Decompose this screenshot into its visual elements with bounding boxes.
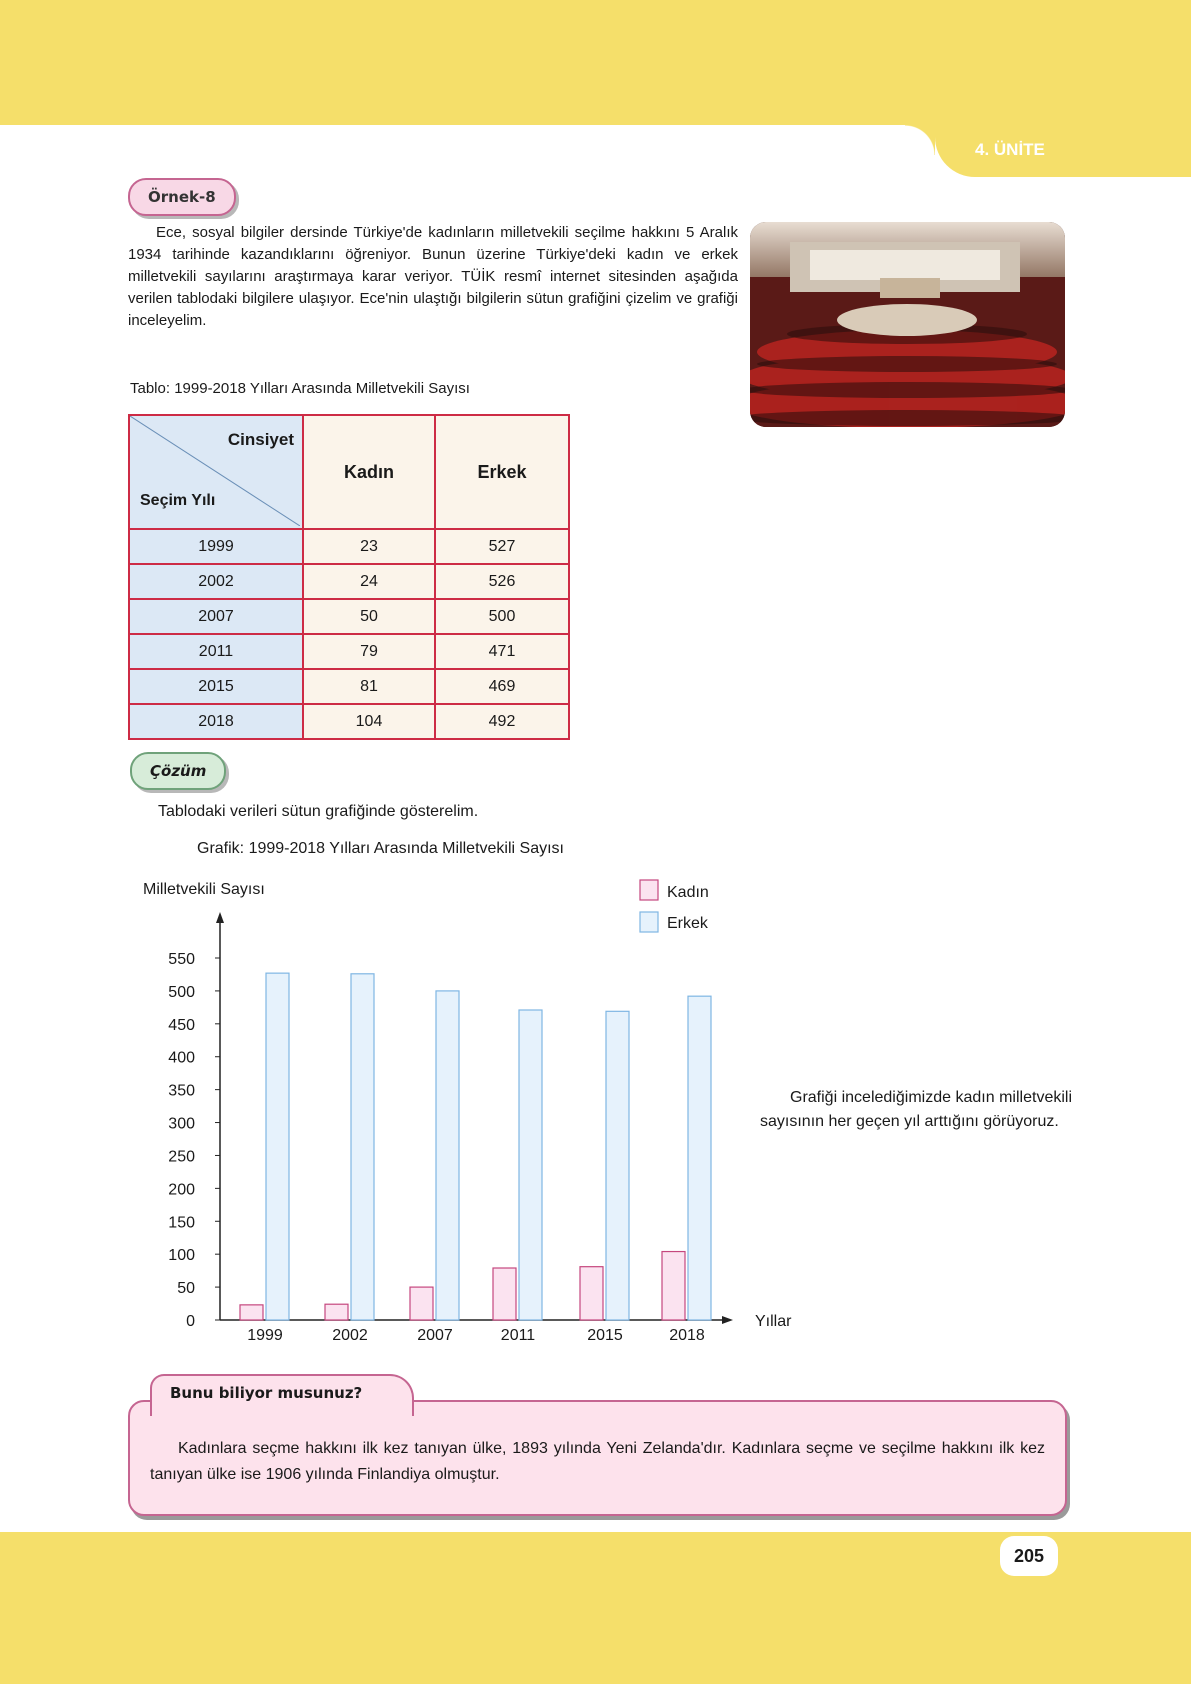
year-cell: 2011 [129,634,303,669]
bar-kadin [240,1305,263,1320]
year-cell: 2002 [129,564,303,599]
y-tick-label: 200 [168,1181,195,1199]
bar-erkek [351,974,374,1320]
example-label: Örnek-8 [128,178,236,216]
erkek-cell: 527 [435,529,569,564]
y-axis-label: Milletvekili Sayısı [143,881,265,898]
bar-kadin [410,1287,433,1320]
y-tick-label: 150 [168,1214,195,1232]
solution-label: Çözüm [130,752,226,790]
x-tick-label: 2007 [417,1327,453,1344]
legend-label-kadin: Kadın [667,884,709,901]
bar-erkek [688,996,711,1320]
x-tick-label: 2018 [669,1327,705,1344]
year-cell: 2015 [129,669,303,704]
y-tick-label: 300 [168,1115,195,1133]
column-header-kadin: Kadın [303,415,435,529]
y-tick-label: 100 [168,1247,195,1265]
x-tick-label: 2015 [587,1327,623,1344]
solution-intro: Tablodaki verileri sütun grafiğinde gösterelim. [158,803,479,820]
page-number: 205 [1000,1536,1058,1576]
kadin-cell: 79 [303,634,435,669]
y-tick-label: 450 [168,1016,195,1034]
erkek-cell: 500 [435,599,569,634]
graph-caption: Grafik: 1999-2018 Yılları Arasında Milletvekili Sayısı [197,840,564,857]
bar-kadin [580,1267,603,1320]
corner-top-label: Cinsiyet [227,430,294,449]
table-caption: Tablo: 1999-2018 Yılları Arasında Milletvekili Sayısı [130,380,470,397]
x-tick-label: 1999 [247,1327,283,1344]
conclusion-text: Grafiği incelediğimizde kadın milletvekili sayısının her geçen yıl arttığını görüyoruz. [760,1089,1072,1130]
y-tick-label: 500 [168,983,195,1001]
y-tick-label: 350 [168,1082,195,1100]
example-paragraph: Ece, sosyal bilgiler dersinde Türkiye'de kadınların milletvekili seçilme hakkını 5 Aralık 1934 tarihinde kazandıklarını öğreniyor. Bunun üzerine Türkiye'deki kadın ve erkek milletvekili sayılarını araştırmaya karar veriyor. TÜİK resmî internet sitesinden aşağıda verilen tablodaki bilgilere ulaşıyor. Ece'nin ulaştığı bilgilerin sütun grafiğini çizelim ve grafiği inceleyelim. [128,224,738,329]
legend-label-erkek: Erkek [667,915,708,932]
info-text: Kadınlara seçme hakkını ilk kez tanıyan ülke, 1893 yılında Yeni Zelanda'dır. Kadınlara seçme ve seçilme hakkını ilk kez tanıyan ülke ise 1906 yılında Finlandiya olmuştur. [150,1440,1045,1483]
bar-erkek [519,1010,542,1320]
info-title: Bunu biliyor musunuz? [170,1384,363,1402]
x-axis-arrow [722,1316,733,1324]
bar-erkek [606,1011,629,1320]
erkek-cell: 526 [435,564,569,599]
kadin-cell: 81 [303,669,435,704]
column-header-erkek: Erkek [435,415,569,529]
legend-swatch-kadin [640,880,658,900]
bar-kadin [662,1252,685,1320]
kadin-cell: 24 [303,564,435,599]
bar-kadin [493,1268,516,1320]
x-tick-label: 2002 [332,1327,368,1344]
y-axis-arrow [216,912,224,923]
y-tick-label: 400 [168,1049,195,1067]
year-cell: 1999 [129,529,303,564]
erkek-cell: 492 [435,704,569,739]
kadin-cell: 23 [303,529,435,564]
erkek-cell: 471 [435,634,569,669]
y-tick-label: 250 [168,1148,195,1166]
legend-swatch-erkek [640,912,658,932]
y-tick-label: 50 [177,1280,195,1298]
kadin-cell: 50 [303,599,435,634]
corner-bottom-label: Seçim Yılı [140,492,216,509]
bar-erkek [436,991,459,1320]
year-cell: 2018 [129,704,303,739]
x-axis-label: Yıllar [755,1313,792,1330]
unit-label: 4. ÜNİTE [975,140,1045,159]
y-tick-label: 550 [168,951,195,968]
x-tick-label: 2011 [500,1327,536,1344]
erkek-cell: 469 [435,669,569,704]
y-tick-label: 0 [186,1313,195,1330]
bar-kadin [325,1304,348,1320]
kadin-cell: 104 [303,704,435,739]
bar-erkek [266,973,289,1320]
year-cell: 2007 [129,599,303,634]
